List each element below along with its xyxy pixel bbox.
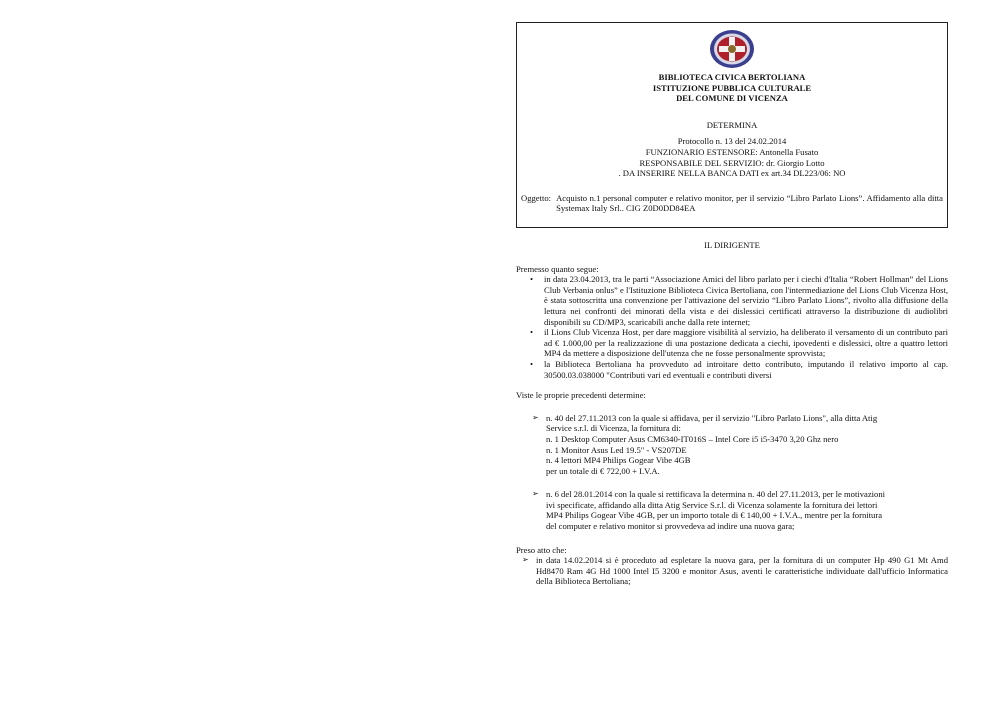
list-item — [530, 358, 948, 380]
oggetto-label: Oggetto: — [521, 192, 552, 203]
institution-line: DEL COMUNE DI VICENZA — [676, 93, 788, 104]
list-item-line: n. 6 del 28.01.2014 con la quale si rettificava la determina n. 40 del 27.11.2013, per le motivazioni — [546, 489, 886, 500]
arrow-bullet-icon: ➢ — [532, 489, 539, 499]
oggetto — [521, 193, 943, 214]
detail-line: FUNZIONARIO ESTENSORE: Antonella Fusato — [645, 146, 819, 157]
detail-line: . DA INSERIRE NELLA BANCA DATI ex art.34 DL223/06: NO — [618, 168, 846, 179]
bullet-icon: • — [530, 274, 534, 285]
institution-line: BIBLIOTECA CIVICA BERTOLIANA — [658, 72, 806, 82]
list-item-line: per un totale di € 722,00 + I.V.A. — [546, 465, 660, 476]
list-item — [532, 489, 948, 531]
detail-line: RESPONSABILE DEL SERVIZIO: dr. Giorgio Lotto — [639, 157, 825, 168]
detail-line: Protocollo n. 13 del 24.02.2014 — [677, 136, 787, 147]
institution-name — [521, 72, 943, 104]
list-item — [530, 274, 948, 327]
header-box — [516, 22, 948, 228]
preso-label: Preso atto che: — [516, 544, 567, 555]
list-item-line: ivi specificate, affidando alla ditta Atig Service S.r.l. di Vicenza solamente la fornitura dei lettori — [546, 499, 878, 510]
section-heading: IL DIRIGENTE — [704, 240, 760, 250]
list-item — [522, 555, 948, 587]
doc-type: DETERMINA — [706, 119, 758, 130]
list-item-line: n. 1 Desktop Computer Asus CM6340-IT016S – Intel Core i5 i5-3470 3,20 Ghz nero — [546, 433, 839, 444]
list-item-text: in data 14.02.2014 si è proceduto ad espletare la nuova gara, per la fornitura di un computer Hp 490 G1 Mt Amd Hd8470 Ram 4G Hd 1000 Intel I5 3200 e monitor Asus, aventi le caratteristiche individuate dall'ufficio Informatica della Biblioteca Bertoliana; — [536, 555, 948, 587]
oggetto-text: Acquisto n.1 personal computer e relativo monitor, per il servizio “Libro Parlato Lions”. Affidamento alla ditta Systemax Italy Srl.. CIG Z0D0DD84EA — [556, 192, 943, 214]
institution-line: ISTITUZIONE PUBBLICA CULTURALE — [652, 82, 812, 93]
list-item-line: del computer e relativo monitor si provvedeva ad indire una nuova gara; — [546, 521, 795, 532]
list-item-line: n. 1 Monitor Asus Led 19.5" - VS207DE — [546, 444, 687, 455]
bullet-icon: • — [530, 327, 534, 338]
bullet-icon: • — [530, 358, 534, 369]
list-item-line: Service s.r.l. di Vicenza, la fornitura di: — [546, 423, 681, 434]
arrow-bullet-icon: ➢ — [532, 412, 539, 422]
viste-label: Viste le proprie precedenti determine: — [516, 390, 646, 401]
list-item-line: MP4 Philips Gogear Vibe 4GB, per un importo totale di € 140,00 + I.V.A., mentre per la fornitura — [546, 510, 883, 521]
premesso-label: Premesso quanto segue: — [516, 263, 599, 274]
document-page — [516, 22, 948, 587]
list-item-line: n. 4 lettori MP4 Philips Gogear Vibe 4GB — [546, 455, 691, 466]
premesso-list — [516, 274, 948, 380]
arrow-bullet-icon: ➢ — [522, 555, 529, 565]
preso-list — [516, 555, 948, 587]
list-item — [532, 413, 948, 477]
list-item — [530, 327, 948, 359]
list-item-text: la Biblioteca Bertoliana ha provveduto ad introitare detto contributo, imputando il relativo importo al cap. 30500.03.038000 "Contributi vari ed eventuali e contributi diversi — [544, 358, 948, 380]
list-item-text: il Lions Club Vicenza Host, per dare maggiore visibilità al servizio, ha deliberato il versamento di un contributo pari ad € 1.000,00 per la realizzazione di una postazione dedicata a ciechi, ipovedenti e dislessici, oltre a quattro lettori MP4 da mettere a disposizione dell'utenza che ne fosse personalmente sprovvista; — [544, 327, 948, 359]
list-item-line: n. 40 del 27.11.2013 con la quale si affidava, per il servizio "Libro Parlato Lions", alla ditta Atig — [546, 412, 878, 423]
protocol-details — [521, 136, 943, 178]
lions-club-emblem-icon — [709, 29, 755, 69]
determine-list — [516, 413, 948, 532]
list-item-text: in data 23.04.2013, tra le parti “Associazione Amici del libro parlato per i ciechi d'Italia “Robert Hollman” del Lions Club Verbania onlus” e l'Istituzione Biblioteca Civica Bertoliana, con l'intermediazione del Lions Club Vicenza Host, è stata sottoscritta una convenzione per l'attivazione del servizio “Libro Parlato Lions”, rivolto alla diffusione della lettura nei confronti dei minorati della vista e dei dislessici certificati attraverso la distribuzione di audiolibri disponibili su CD/MP3, scaricabili anche dalla rete internet; — [544, 274, 948, 327]
